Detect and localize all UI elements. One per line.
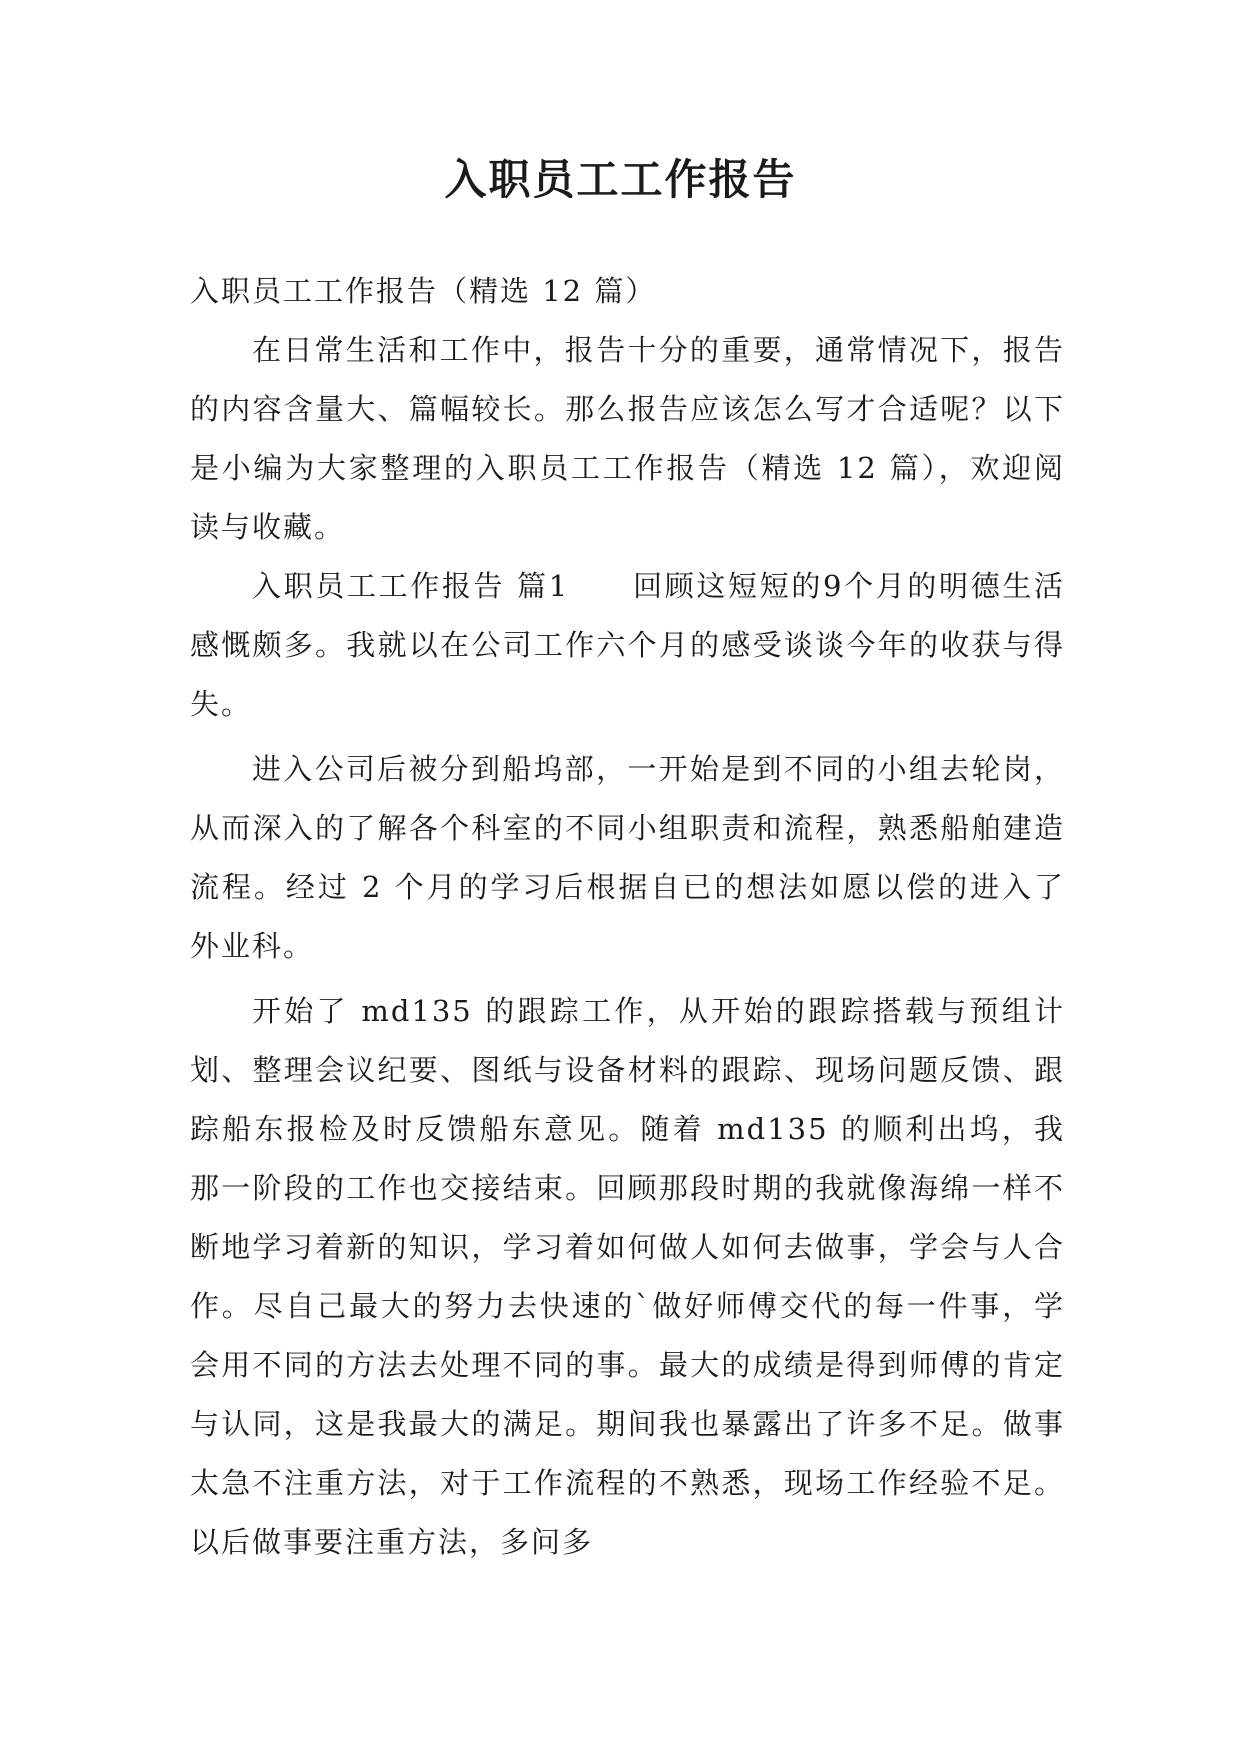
document-subtitle: 入职员工工作报告（精选 12 篇） (190, 274, 657, 308)
document-body (190, 262, 1065, 1572)
section-1-paragraph: 入职员工工作报告 篇1 回顾这短短的9个月的明德生活感慨颇多。我就以在公司工作六个月的感受谈谈今年的收获与得失。 (190, 569, 1065, 721)
body-paragraph: 开始了 md135 的跟踪工作，从开始的跟踪搭载与预组计划、整理会议纪要、图纸与设备材料的跟踪、现场问题反馈、跟踪船东报检及时反馈船东意见。随着 md135 的顺利出坞，我那一阶段的工作也交接结束。回顾那段时期的我就像海绵一样不断地学习着新的知识，学习着如何做人如何去做事，学会与人合作。尽自己最大的努力去快速的`做好师傅交代的每一件事，学会用不同的方法去处理不同的事。最大的成绩是得到师傅的肯定与认同，这是我最大的满足。期间我也暴露出了许多不足。做事太急不注重方法，对于工作流程的不熟悉，现场工作经验不足。以后做事要注重方法，多问多 (190, 994, 1065, 1559)
intro-paragraph: 在日常生活和工作中，报告十分的重要，通常情况下，报告的内容含量大、篇幅较长。那么报告应该怎么写才合适呢？以下是小编为大家整理的入职员工工作报告（精选 12 篇），欢迎阅读与收藏。 (190, 333, 1065, 544)
document-title: 入职员工工作报告 (444, 155, 797, 204)
body-paragraph: 进入公司后被分到船坞部，一开始是到不同的小组去轮岗，从而深入的了解各个科室的不同小组职责和流程，熟悉船舶建造流程。经过 2 个月的学习后根据自已的想法如愿以偿的进入了外业科。 (190, 752, 1065, 963)
